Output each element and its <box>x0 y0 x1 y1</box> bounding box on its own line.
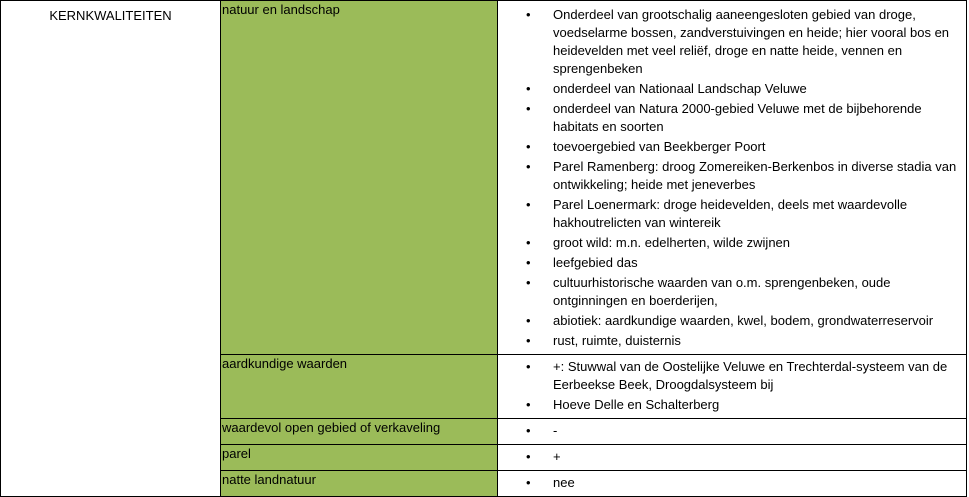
bullet-list <box>498 355 966 418</box>
row-label-waardevol-open-gebied: waardevol open gebied of verkaveling <box>222 420 441 435</box>
bullet-icon: • <box>526 7 531 22</box>
table-row <box>1 1 967 355</box>
list-item: • leefgebied das <box>526 255 638 270</box>
section-label: KERNKWALITEITEN <box>49 8 172 23</box>
list-item: • +: Stuwwal van de Oostelijke Veluwe en Trechterdal-systeem van de Eerbeekse Beek, Droogdalsysteem bij <box>526 359 948 392</box>
bullet-icon: • <box>526 359 531 374</box>
row-values-cell <box>498 471 967 497</box>
bullet-list <box>498 471 966 496</box>
row-label-cell <box>221 471 498 497</box>
bullet-icon: • <box>526 255 531 270</box>
row-label-cell <box>221 419 498 445</box>
list-item: • onderdeel van Nationaal Landschap Veluwe <box>526 81 807 96</box>
bullet-icon: • <box>526 81 531 96</box>
list-item: • cultuurhistorische waarden van o.m. sprengenbeken, oude ontginningen en boerderijen, <box>526 275 891 308</box>
list-item: • Hoeve Delle en Schalterberg <box>526 397 720 412</box>
bullet-list <box>498 445 966 470</box>
row-label-natuur-en-landschap: natuur en landschap <box>222 2 340 17</box>
bullet-icon: • <box>526 101 531 116</box>
list-item: • Parel Ramenberg: droog Zomereiken-Berkenbos in diverse stadia van ontwikkeling; heide met jeneverbes <box>526 159 957 192</box>
bullet-icon: • <box>526 139 531 154</box>
list-item: • groot wild: m.n. edelherten, wilde zwijnen <box>526 235 791 250</box>
list-item: • toevoergebied van Beekberger Poort <box>526 139 766 154</box>
row-label-cell <box>221 1 498 355</box>
bullet-icon: • <box>526 397 531 412</box>
list-item: • onderdeel van Natura 2000-gebied Veluwe met de bijbehorende habitats en soorten <box>526 101 922 134</box>
list-item: • rust, ruimte, duisternis <box>526 333 681 348</box>
row-values-cell <box>498 419 967 445</box>
bullet-icon: • <box>526 475 531 490</box>
row-values-cell <box>498 445 967 471</box>
list-item: • nee <box>526 475 575 490</box>
row-values-cell <box>498 355 967 419</box>
list-item: • abiotiek: aardkundige waarden, kwel, bodem, grondwaterreservoir <box>526 313 934 328</box>
list-item: • Onderdeel van grootschalig aaneengesloten gebied van droge, voedselarme bossen, zandverstuivingen en heide; hier vooral bos en heidevelden met veel reliëf, droge en natte heide, vennen en sprengenbeken <box>526 7 950 76</box>
bullet-list <box>498 419 966 444</box>
bullet-icon: • <box>526 313 531 328</box>
bullet-icon: • <box>526 235 531 250</box>
bullet-icon: • <box>526 197 531 212</box>
bullet-icon: • <box>526 333 531 348</box>
bullet-icon: • <box>526 275 531 290</box>
bullet-icon: • <box>526 449 531 464</box>
row-label-natte-landnatuur: natte landnatuur <box>222 472 316 487</box>
list-item: • + <box>526 449 561 464</box>
bullet-icon: • <box>526 423 531 438</box>
list-item: • - <box>526 423 558 438</box>
bullet-icon: • <box>526 159 531 174</box>
row-label-cell <box>221 445 498 471</box>
row-label-aardkundige-waarden: aardkundige waarden <box>222 356 348 371</box>
row-label-cell <box>221 355 498 419</box>
bullet-list <box>498 1 966 354</box>
row-values-cell <box>498 1 967 355</box>
row-label-parel: parel <box>222 446 251 461</box>
list-item: • Parel Loenermark: droge heidevelden, deels met waardevolle hakhoutrelicten van wintereik <box>526 197 908 230</box>
section-label-cell <box>1 1 221 497</box>
